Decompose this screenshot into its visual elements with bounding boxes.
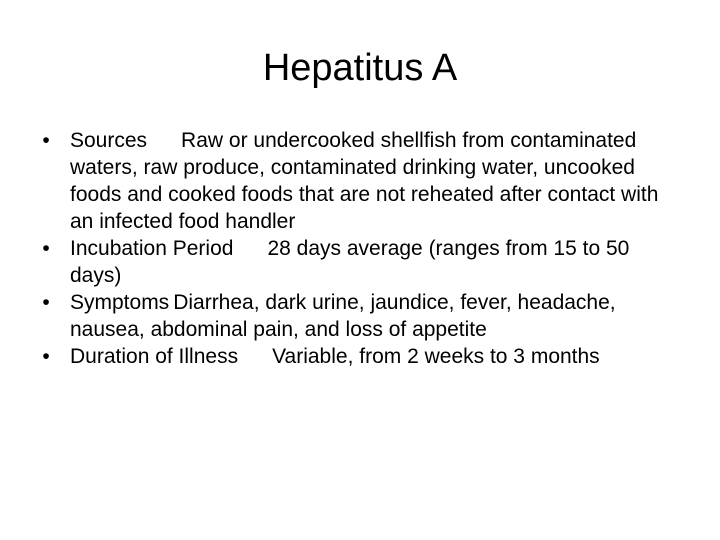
list-item-duration-of-illness: [36, 343, 672, 370]
bullet-list: [36, 127, 672, 370]
item-text: Raw or undercooked shellfish from contaminated waters, raw produce, contaminated drinking water, uncooked foods and cooked foods that are not reheated after contact with an infected food handler: [70, 129, 659, 233]
bullet-icon: •: [42, 291, 50, 314]
item-label: Incubation Period: [70, 237, 234, 260]
item-text: Diarrhea, dark urine, jaundice, fever, headache, nausea, abdominal pain, and loss of appetite: [70, 291, 616, 341]
item-text: 28 days average (ranges from 15 to 50 days): [70, 237, 630, 287]
item-label: Duration of Illness: [70, 345, 239, 368]
list-item-symptoms: [36, 289, 672, 343]
slide-title: Hepatitus A: [262, 47, 458, 89]
list-item-sources: [36, 127, 672, 235]
list-item-incubation-period: [36, 235, 672, 289]
item-label: Sources: [70, 129, 148, 152]
bullet-icon: •: [42, 129, 50, 152]
bullet-icon: •: [42, 345, 50, 368]
item-label: Symptoms: [70, 291, 170, 314]
bullet-icon: •: [42, 237, 50, 260]
item-text: Variable, from 2 weeks to 3 months: [272, 345, 600, 368]
